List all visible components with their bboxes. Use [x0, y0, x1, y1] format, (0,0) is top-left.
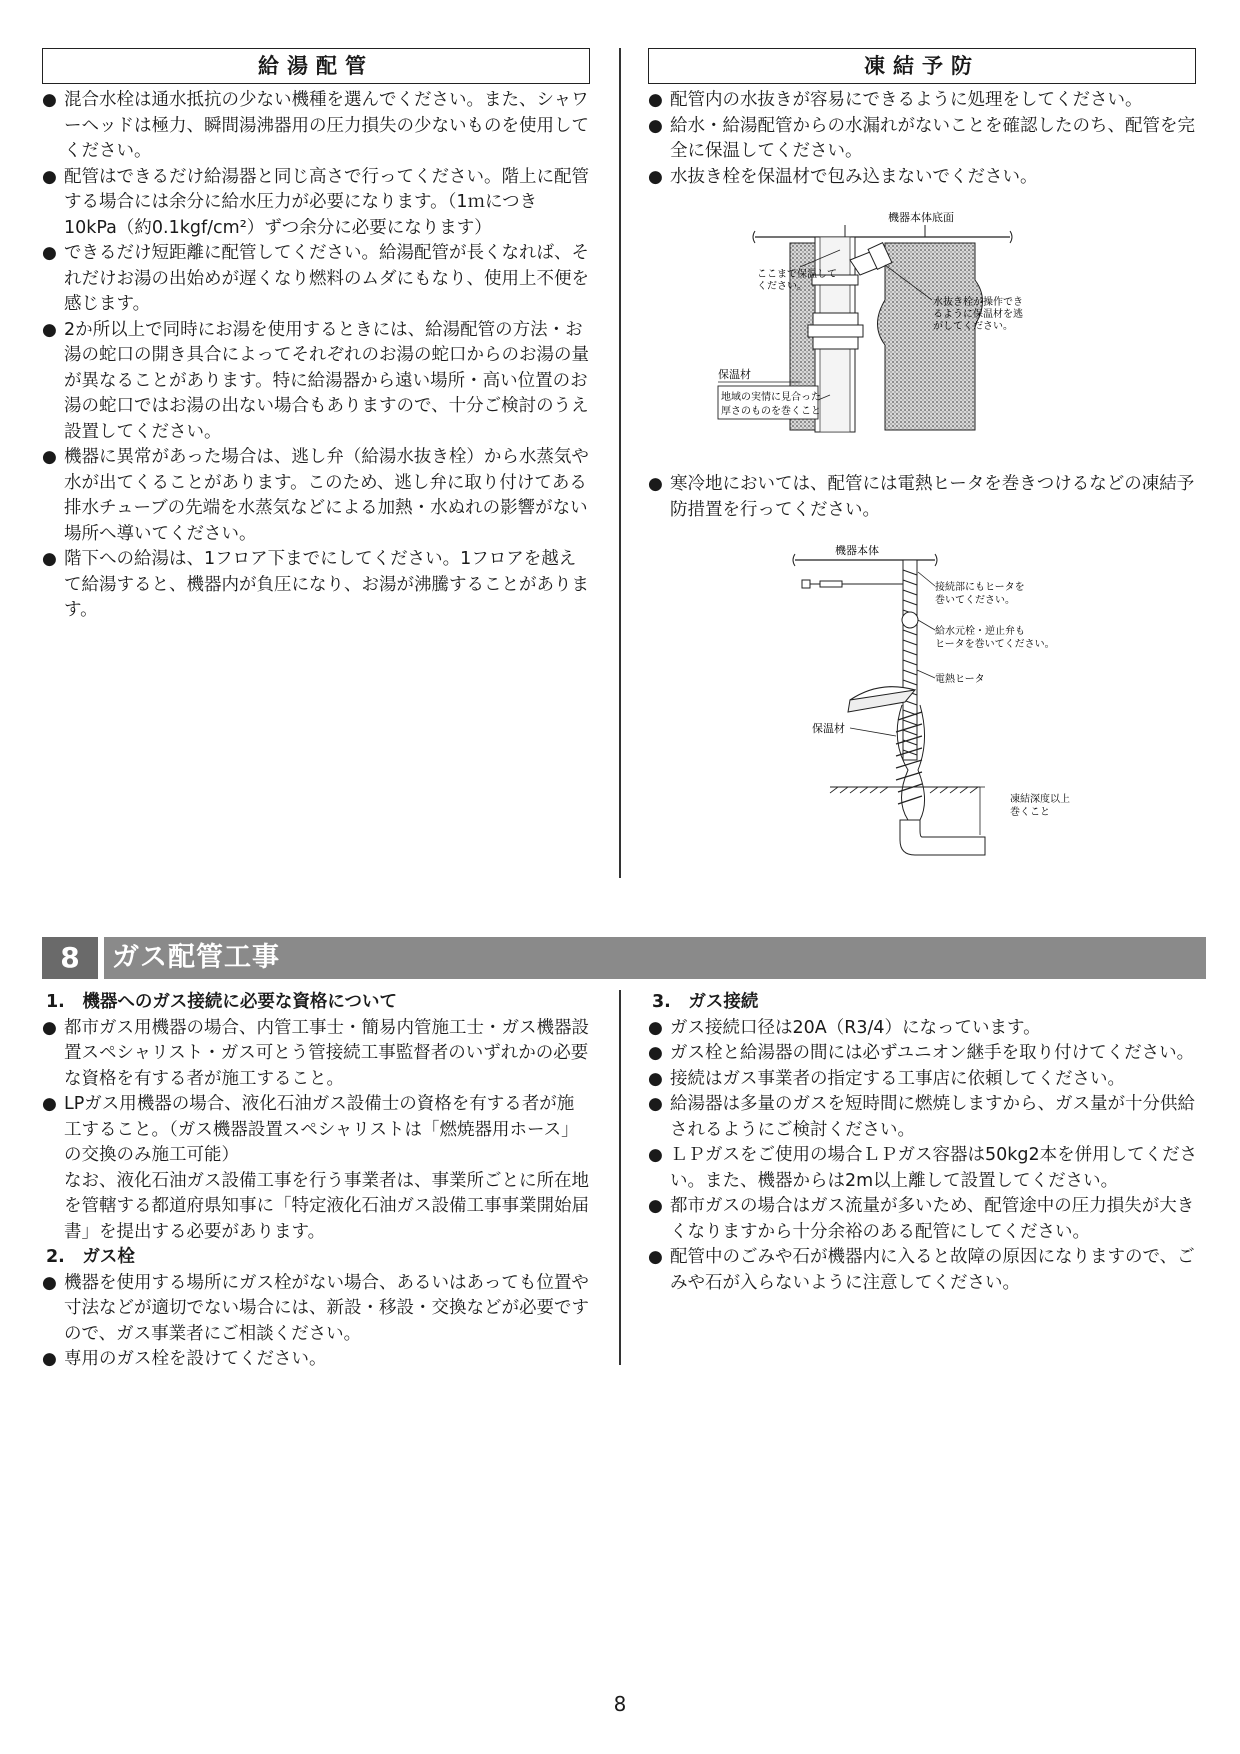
section-gas-connection	[648, 990, 1208, 1296]
label-drain-3: がしてください。	[933, 321, 1013, 332]
list-item: ● 配管中のごみや石が機器内に入ると故障の原因になりますので、ごみや石が入らないように注意してください。	[648, 1247, 1195, 1293]
label-joint-2: 巻いてください。	[935, 595, 1015, 606]
list-item: ● 都市ガスの場合はガス流量が多いため、配管途中の圧力損失が大きくなりますから十分余裕のある配管にしてください。	[648, 1196, 1195, 1242]
label-thickness-2: 厚さのものを巻くこと	[721, 406, 821, 417]
label-bottom-surface: 機器本体底面	[888, 211, 954, 224]
list-item: ● 2か所以上で同時にお湯を使用するときには、給湯配管の方法・お湯の蛇口の開き具合によってそれぞれのお湯の蛇口からのお湯の量が異なることがあります。特に給湯器から遠い場所・高い位置のお湯の蛇口ではお湯の出ない場合もありますので、十分ご検討のうえ設置してください。	[42, 319, 589, 442]
label-body: 機器本体	[835, 544, 879, 557]
list-item: ● ＬＰガスをご使用の場合ＬＰガス容器は50kg2本を併用してください。また、機器からは2m以上離して設置してください。	[648, 1145, 1198, 1191]
list-item: ● 混合水栓は通水抵抗の少ない機種を選んでください。また、シャワーヘッドは極力、瞬間湯沸器用の圧力損失の少ないものを使用してください。	[42, 90, 589, 161]
insulation-diagram	[700, 205, 1040, 460]
list-item: ● できるだけ短距離に配管してください。給湯配管が長くなれば、それだけお湯の出始めが遅くなり燃料のムダにもなり、使用上不便を感じます。	[42, 243, 589, 314]
list-item: ● 給湯器は多量のガスを短時間に燃焼しますから、ガス量が十分供給されるようにご検討ください。	[648, 1094, 1195, 1140]
list-item: ● 給水・給湯配管からの水漏れがないことを確認したのち、配管を完全に保温してください。	[648, 115, 1195, 161]
column-divider-top	[619, 48, 621, 878]
list-item: ● 都市ガス用機器の場合、内管工事士・簡易内管施工士・ガス機器設置スペシャリスト・ガス可とう管接続工事監督者のいずれかの必要な資格を有する者が施工すること。	[42, 1017, 589, 1089]
list-item: ● LPガス用機器の場合、液化石油ガス設備士の資格を有する者が施工すること。（ガス機器設置スペシャリストは「燃焼器用ホース」の交換のみ施工可能）	[42, 1094, 579, 1165]
section-gas-qualifications	[42, 990, 590, 1373]
section-title-freeze-prevention: 凍結予防	[648, 48, 1196, 84]
label-drain-2: るように保温材を逃	[933, 309, 1023, 320]
label-insulation-1: 保温材	[718, 368, 751, 381]
list-item: ● 機器に異常があった場合は、逃し弁（給湯水抜き栓）から水蒸気や水が出てくることがあります。このため、逃し弁に取り付けてある排水チューブの先端を水蒸気などによる加熱・水ぬれの影響がない場所へ導いてください。	[42, 447, 589, 544]
section-8-banner	[42, 937, 1206, 979]
label-heater: 電熱ヒータ	[935, 674, 985, 685]
label-depth-2: 巻くこと	[1010, 807, 1050, 818]
list-item: ● 寒冷地においては、配管には電熱ヒータを巻きつけるなどの凍結予防措置を行ってください。	[648, 474, 1195, 520]
note-text: なお、液化石油ガス設備工事を行う事業者は、事業所ごとに所在地を管轄する都道府県知事に「特定液化石油ガス設備工事事業開始届書」を提出する必要があります。	[64, 1170, 589, 1242]
label-insulate-here-1: ここまで保温して	[757, 269, 837, 280]
subheading-gas-valve: 2. ガス栓	[46, 1247, 135, 1267]
section-freeze-prevention	[648, 48, 1196, 190]
label-valve-1: 給水元栓・逆止弁も	[935, 626, 1025, 637]
list-item: ● 機器を使用する場所にガス栓がない場合、あるいはあっても位置や寸法などが適切でない場合には、新設・移設・交換などが必要ですので、ガス事業者にご相談ください。	[42, 1272, 589, 1344]
subheading-qualifications: 1. 機器へのガス接続に必要な資格について	[46, 992, 397, 1012]
banner-separator	[98, 937, 104, 979]
label-depth-1: 凍結深度以上	[1010, 794, 1070, 805]
section-number: 8	[42, 937, 98, 979]
label-joint-1: 接続部にもヒータを	[935, 582, 1025, 593]
heater-diagram	[790, 540, 1120, 870]
list-item: ● 接続はガス事業者の指定する工事店に依頼してください。	[648, 1068, 1125, 1089]
list-item: ● 専用のガス栓を設けてください。	[42, 1349, 327, 1369]
list-item: ● ガス接続口径は20A（R3/4）になっています。	[648, 1017, 1041, 1038]
column-divider-bottom	[619, 990, 621, 1365]
list-item: ● 配管内の水抜きが容易にできるように処理をしてください。	[648, 90, 1143, 110]
label-insulation-2: 保温材	[812, 722, 845, 735]
page-number: 8	[613, 1692, 627, 1716]
section-title-gas-piping: ガス配管工事	[112, 942, 280, 973]
freeze-cold-region-note	[648, 472, 1196, 523]
label-drain-1: 水抜き栓が操作でき	[933, 297, 1023, 308]
subheading-gas-connection: 3. ガス接続	[652, 992, 759, 1012]
section-title-hot-water-piping: 給湯配管	[42, 48, 590, 84]
list-item: ● 階下への給湯は、1フロア下までにしてください。1フロアを越えて給湯すると、機器内が負圧になり、お湯が沸騰することがあります。	[42, 549, 589, 620]
label-valve-2: ヒータを巻いてください。	[935, 639, 1055, 650]
section-hot-water-piping	[42, 48, 590, 624]
label-thickness-1: 地域の実情に見合った	[721, 392, 821, 403]
label-insulate-here-2: ください。	[757, 281, 807, 292]
list-item: ● 配管はできるだけ給湯器と同じ高さで行ってください。階上に配管する場合には余分に給水圧力が必要になります。（1ｍにつき10kPa（約0.1kgf/cm²）ずつ余分に必要になります）	[42, 166, 589, 238]
list-item: ● ガス栓と給湯器の間には必ずユニオン継手を取り付けてください。	[648, 1043, 1195, 1063]
list-item: ● 水抜き栓を保温材で包み込まないでください。	[648, 166, 1038, 187]
